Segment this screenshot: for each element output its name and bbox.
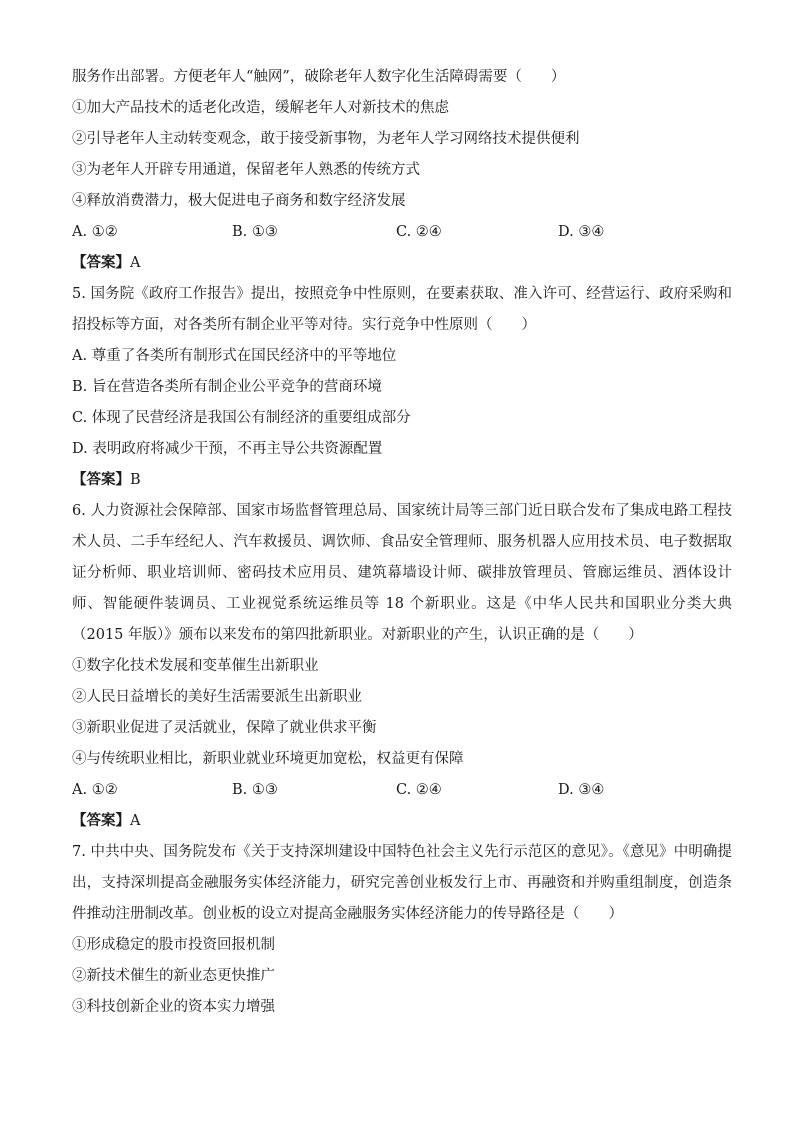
question-5 [72,279,732,496]
option-a: A. 尊重了各类所有制形式在国民经济中的平等地位 [72,348,397,364]
answer-line [72,806,732,837]
question-stem: 5. 国务院《政府工作报告》提出，按照竞争中性原则，在要素获取、准入许可、经营运行、政府采购和招投标等方面，对各类所有制企业平等对待。实行竞争中性原则（ ） [72,286,732,333]
statement-item: ①数字化技术发展和变革催生出新职业 [72,658,319,674]
option-b: B. ①③ [232,224,278,240]
statement-item: ②人民日益增长的美好生活需要派生出新职业 [72,689,362,705]
option-b: B. ①③ [232,782,278,798]
statement-item: ③科技创新企业的资本实力增强 [72,999,275,1015]
option-b: B. 旨在营造各类所有制企业公平竞争的营商环境 [72,379,382,395]
statement-item: ③为老年人开辟专用通道，保留老年人熟悉的传统方式 [72,162,420,178]
statement-item: ②引导老年人主动转变观念，敢于接受新事物，为老年人学习网络技术提供便利 [72,131,580,147]
option-c: C. ②④ [396,782,442,798]
question-stem: 7. 中共中央、国务院发布《关于支持深圳建设中国特色社会主义先行示范区的意见》。《意见》中明确提出，支持深圳提高金融服务实体经济能力，研究完善创业板发行上市、再融资和并购重组制度，创造条件推动注册制改革。创业板的设立对提高金融服务实体经济能力的传导路径是（ ） [72,844,732,922]
question-stem: 6. 人力资源社会保障部、国家市场监督管理总局、国家统计局等三部门近日联合发布了集成电路工程技术人员、二手车经纪人、汽车救援员、调饮师、食品安全管理师、服务机器人应用技术员、电子数据取证分析师、职业培训师、密码技术应用员、建筑幕墙设计师、碳排放管理员、管廊运维员、酒体设计师、智能硬件装调员、工业视觉系统运维员等 18 个新职业。这是《中华人民共和国职业分类大典（2015 年版）》颁布以来发布的第四批新职业。对新职业的产生，认识正确的是（ ） [72,503,732,643]
question-4 [72,62,732,279]
option-c: C. ②④ [396,224,442,240]
question-6 [72,496,732,837]
answer-line [72,465,732,496]
statement-item: ②新技术催生的新业态更快推广 [72,968,275,984]
option-a: A. ①② [72,224,118,240]
answer-tag: 【答案】 [72,255,130,271]
exam-page [72,62,732,1023]
answer-line [72,248,732,279]
statement-item: ③新职业促进了灵活就业，保障了就业供求平衡 [72,720,377,736]
option-d: D. ③④ [558,224,605,240]
answer-value: A [130,813,141,829]
answer-tag: 【答案】 [72,813,130,829]
option-a: A. ①② [72,782,118,798]
statement-item: ①形成稳定的股市投资回报机制 [72,937,275,953]
answer-tag: 【答案】 [72,472,130,488]
option-row [72,775,732,806]
option-row [72,217,732,248]
answer-value: B [130,472,141,488]
statement-item: ④释放消费潜力，极大促进电子商务和数字经济发展 [72,193,406,209]
option-d: D. ③④ [558,782,605,798]
option-d: D. 表明政府将减少干预，不再主导公共资源配置 [72,441,383,457]
question-7 [72,837,732,1023]
statement-item: ④与传统职业相比，新职业就业环境更加宽松，权益更有保障 [72,751,464,767]
question-stem: 服务作出部署。方便老年人“触网”，破除老年人数字化生活障碍需要（ ） [72,69,566,85]
option-c: C. 体现了民营经济是我国公有制经济的重要组成部分 [72,410,411,426]
statement-item: ①加大产品技术的适老化改造，缓解老年人对新技术的焦虑 [72,100,449,116]
answer-value: A [130,255,141,271]
